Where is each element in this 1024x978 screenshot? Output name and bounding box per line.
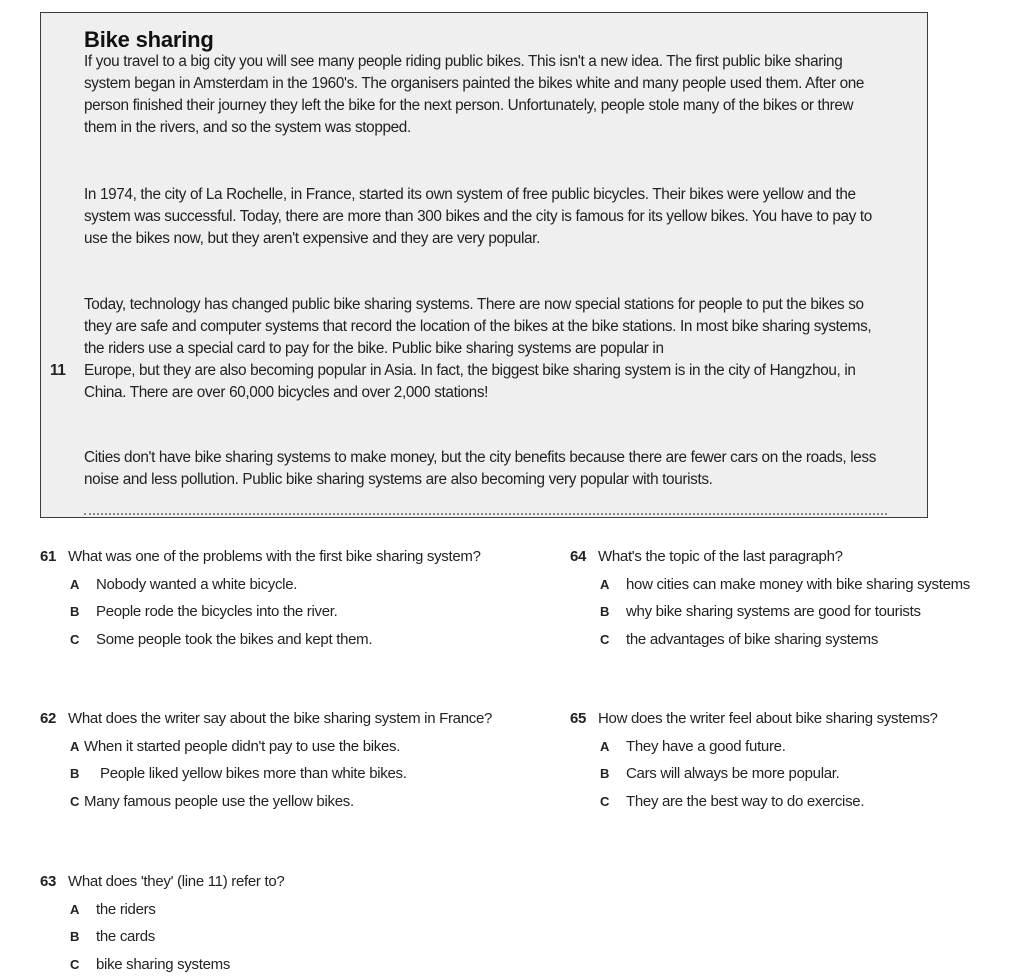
question-stem	[40, 543, 520, 571]
option-letter: A	[70, 896, 79, 924]
option-a[interactable]	[570, 733, 1020, 761]
option-letter: C	[600, 626, 609, 654]
option-b[interactable]	[40, 598, 520, 626]
question-text: What does the writer say about the bike sharing system in France?	[68, 710, 492, 727]
option-text: People liked yellow bikes more than white bikes.	[100, 765, 407, 782]
reading-passage	[40, 12, 928, 518]
option-letter: A	[70, 733, 79, 761]
option-letter: A	[600, 571, 609, 599]
option-text: They have a good future.	[626, 738, 786, 755]
question-text: How does the writer feel about bike sharing systems?	[598, 710, 938, 727]
option-letter: B	[70, 598, 79, 626]
option-a[interactable]	[570, 571, 1020, 599]
option-c[interactable]	[570, 788, 1020, 816]
option-text: why bike sharing systems are good for tourists	[626, 603, 921, 620]
question-text: What's the topic of the last paragraph?	[598, 548, 843, 565]
option-text: bike sharing systems	[96, 956, 230, 973]
option-text: They are the best way to do exercise.	[626, 793, 864, 810]
paragraph-3-part-b: Europe, but they are also becoming popular in Asia. In fact, the biggest bike sharing system is in the city of Hangzhou, in China. There are over 60,000 bicycles and over 2,000 stations!	[84, 362, 856, 401]
option-a[interactable]	[40, 571, 520, 599]
option-text: the riders	[96, 901, 156, 918]
question-stem	[570, 543, 1020, 571]
option-c[interactable]	[40, 788, 520, 816]
option-c[interactable]	[40, 951, 520, 978]
question-number: 65	[570, 705, 586, 733]
option-text: People rode the bicycles into the river.	[96, 603, 337, 620]
question-stem	[40, 868, 520, 896]
option-text: the advantages of bike sharing systems	[626, 631, 878, 648]
option-letter: B	[70, 760, 79, 788]
option-text: Many famous people use the yellow bikes.	[84, 793, 354, 810]
option-letter: C	[70, 951, 79, 978]
question-61	[40, 543, 520, 653]
option-c[interactable]	[570, 626, 1020, 654]
question-number: 61	[40, 543, 56, 571]
option-a[interactable]	[40, 896, 520, 924]
paragraph-1: If you travel to a big city you will see many people riding public bikes. This isn't a new idea. The first public bike sharing system began in Amsterdam in the 1960's. The organisers painted the bikes white and many people used them. After one person finished their journey they left the bike for the next person. Unfortunately, people stole many of the bikes or threw them in the rivers, and so the system was stopped.	[84, 51, 884, 139]
passage-title: Bike sharing	[84, 27, 214, 53]
question-number: 63	[40, 868, 56, 896]
option-letter: B	[600, 598, 609, 626]
option-a[interactable]	[40, 733, 520, 761]
question-62	[40, 705, 520, 815]
question-number: 64	[570, 543, 586, 571]
option-b[interactable]	[570, 598, 1020, 626]
paragraph-3	[84, 294, 884, 404]
option-b[interactable]	[40, 760, 520, 788]
option-text: the cards	[96, 928, 155, 945]
option-letter: C	[70, 788, 79, 816]
option-letter: A	[70, 571, 79, 599]
question-number: 62	[40, 705, 56, 733]
option-text: When it started people didn't pay to use the bikes.	[84, 738, 400, 755]
option-letter: A	[600, 733, 609, 761]
question-65	[570, 705, 1020, 815]
option-text: Nobody wanted a white bicycle.	[96, 576, 297, 593]
option-text: Cars will always be more popular.	[626, 765, 840, 782]
option-b[interactable]	[570, 760, 1020, 788]
question-text: What does 'they' (line 11) refer to?	[68, 873, 284, 890]
question-63	[40, 868, 520, 978]
option-letter: B	[70, 923, 79, 951]
paragraph-2: In 1974, the city of La Rochelle, in France, started its own system of free public bicycles. Their bikes were yellow and the system was successful. Today, there are more than 300 bikes and the city is famous for its yellow bikes. You have to pay to use the bikes now, but they aren't expensive and they are very popular.	[84, 184, 884, 250]
option-b[interactable]	[40, 923, 520, 951]
question-stem	[40, 705, 520, 733]
option-letter: C	[600, 788, 609, 816]
question-text: What was one of the problems with the first bike sharing system?	[68, 548, 481, 565]
option-text: how cities can make money with bike sharing systems	[626, 576, 970, 593]
paragraph-4: Cities don't have bike sharing systems to make money, but the city benefits because there are fewer cars on the roads, less noise and less pollution. Public bike sharing systems are also becoming very popular with tourists.	[84, 447, 884, 491]
question-64	[570, 543, 1020, 653]
option-c[interactable]	[40, 626, 520, 654]
line-number-marker: 11	[50, 360, 65, 382]
question-stem	[570, 705, 1020, 733]
option-letter: B	[600, 760, 609, 788]
paragraph-3-part-a: Today, technology has changed public bike sharing systems. There are now special stations for people to put the bikes so they are safe and computer systems that record the location of the bikes at the bike stations. In most bike sharing systems, the riders use a special card to pay for the bike. Public bike sharing systems are popular in	[84, 296, 871, 357]
cut-off-text-line	[84, 513, 887, 517]
option-letter: C	[70, 626, 79, 654]
option-text: Some people took the bikes and kept them.	[96, 631, 372, 648]
